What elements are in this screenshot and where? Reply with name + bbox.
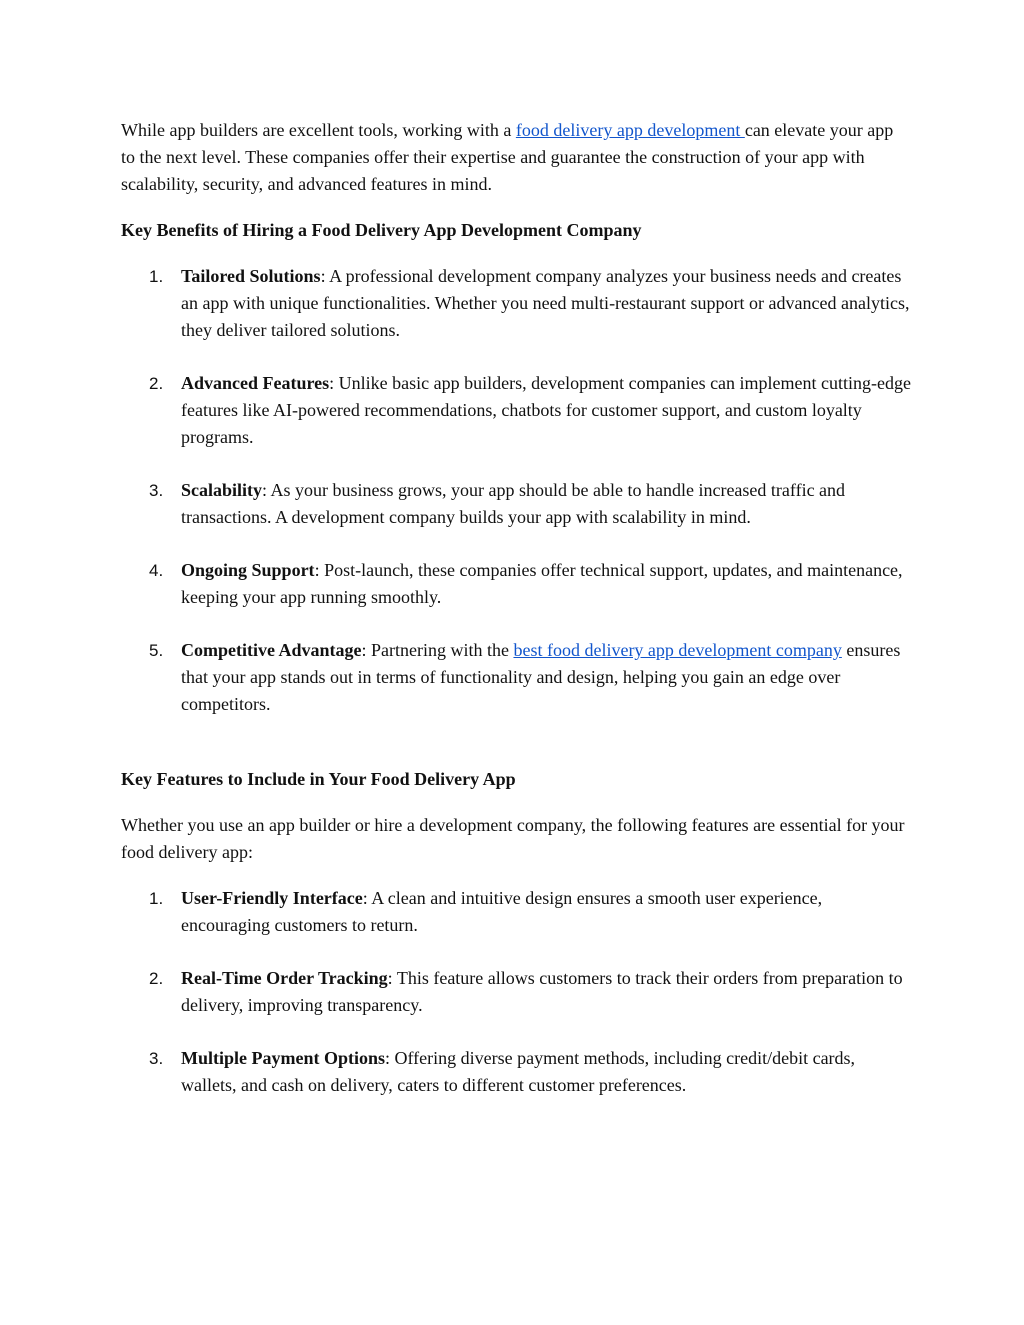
benefit-description-after: ensures that your app stands out in terms of functionality and design, helping you gain an edge over competitors.	[181, 640, 901, 714]
benefit-item-scalability	[121, 477, 911, 531]
list-number: 3.	[149, 1049, 164, 1068]
intro-paragraph	[121, 117, 911, 198]
intro-text-before: While app builders are excellent tools, working with a	[121, 120, 516, 140]
list-number: 1.	[149, 267, 164, 286]
document-page	[121, 117, 911, 1099]
food-delivery-app-development-link[interactable]: food delivery app development	[515, 120, 745, 140]
feature-term: User-Friendly Interface	[181, 888, 363, 908]
benefit-term: Advanced Features	[181, 373, 330, 393]
best-food-delivery-app-development-company-link[interactable]: best food delivery app development company	[513, 640, 842, 660]
feature-description: : This feature allows customers to track their orders from preparation to delivery, improving transparency.	[181, 968, 903, 1015]
benefit-description: : A professional development company analyzes your business needs and creates an app with unique functionalities. Whether you need multi-restaurant support or advanced analytics, they deliver tailored solutions.	[181, 266, 910, 340]
benefit-description: : Post-launch, these companies offer technical support, updates, and maintenance, keeping your app running smoothly.	[181, 560, 903, 607]
benefit-term: Ongoing Support	[181, 560, 315, 580]
feature-term: Real-Time Order Tracking	[181, 968, 388, 988]
benefits-heading: Key Benefits of Hiring a Food Delivery App Development Company	[121, 220, 642, 240]
feature-item-real-time-order-tracking	[121, 965, 911, 1019]
list-number: 3.	[149, 481, 164, 500]
list-number: 4.	[149, 561, 164, 580]
benefit-description-before: : Partnering with the	[361, 640, 514, 660]
list-number: 5.	[149, 641, 164, 660]
list-number: 2.	[149, 969, 164, 988]
features-intro-paragraph: Whether you use an app builder or hire a development company, the following features are essential for your food delivery app:	[121, 815, 905, 862]
benefit-item-competitive-advantage	[121, 637, 911, 718]
benefit-description: : As your business grows, your app should be able to handle increased traffic and transactions. A development company builds your app with scalability in mind.	[181, 480, 846, 527]
list-number: 2.	[149, 374, 164, 393]
benefit-term: Scalability	[181, 480, 263, 500]
feature-description: : Offering diverse payment methods, including credit/debit cards, wallets, and cash on delivery, caters to different customer preferences.	[181, 1048, 856, 1095]
feature-item-multiple-payment-options	[121, 1045, 911, 1099]
features-list	[121, 885, 911, 1099]
benefit-item-tailored-solutions	[121, 263, 911, 344]
benefit-item-ongoing-support	[121, 557, 911, 611]
features-heading: Key Features to Include in Your Food Delivery App	[121, 769, 516, 789]
intro-text-after: can elevate your app to the next level. These companies offer their expertise and guarantee the construction of your app with scalability, security, and advanced features in mind.	[121, 120, 894, 194]
feature-description: : A clean and intuitive design ensures a smooth user experience, encouraging customers to return.	[181, 888, 823, 935]
benefit-term: Competitive Advantage	[181, 640, 362, 660]
benefits-list	[121, 263, 911, 718]
feature-term: Multiple Payment Options	[181, 1048, 386, 1068]
benefit-item-advanced-features	[121, 370, 911, 451]
benefit-term: Tailored Solutions	[181, 266, 321, 286]
list-number: 1.	[149, 889, 164, 908]
benefit-description: : Unlike basic app builders, development companies can implement cutting-edge features like AI-powered recommendations, chatbots for customer support, and custom loyalty programs.	[181, 373, 911, 447]
feature-item-user-friendly-interface	[121, 885, 911, 939]
